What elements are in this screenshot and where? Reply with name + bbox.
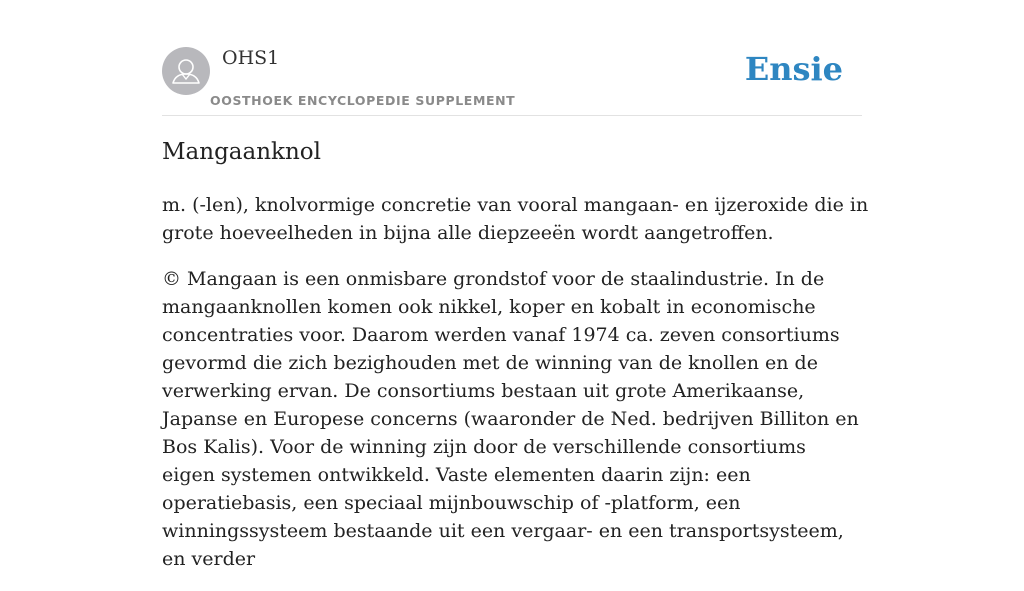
source-link[interactable]: OOSTHOEK ENCYCLOPEDIE SUPPLEMENT: [210, 93, 516, 108]
header: [162, 46, 862, 116]
user-silhouette-icon: [162, 47, 210, 95]
article-title: Mangaanknol: [162, 139, 321, 165]
ensie-logo[interactable]: Ensie: [744, 50, 843, 88]
avatar[interactable]: [162, 47, 210, 95]
article-body: © Mangaan is een onmisbare grondstof voor de staalindustrie. In de mangaanknollen komen ook nikkel, koper en kobalt in economische concentraties voor. Daarom werden vanaf 1974 ca. zeven consortiums gevormd die zich bezighouden met de winning van de knollen en de verwerking ervan. De consortiums bestaan uit grote Amerikaanse, Japanse en Europese concerns (waaronder de Ned. bedrijven Billiton en Bos Kalis). Voor de winning zijn door de verschillende consortiums eigen systemen ontwikkeld. Vaste elementen daarin zijn: een operatiebasis, een speciaal mijnbouwschip of -platform, een winningssysteem bestaande uit een vergaar- en een transportsysteem, en verder: [162, 268, 859, 570]
article-content: [162, 191, 872, 591]
author-link[interactable]: OHS1: [222, 47, 280, 69]
article-definition: m. (-len), knolvormige concretie van vooral mangaan- en ijzeroxide die in grote hoeveelheden in bijna alle diepzeeën wordt aangetroffen.: [162, 194, 869, 244]
